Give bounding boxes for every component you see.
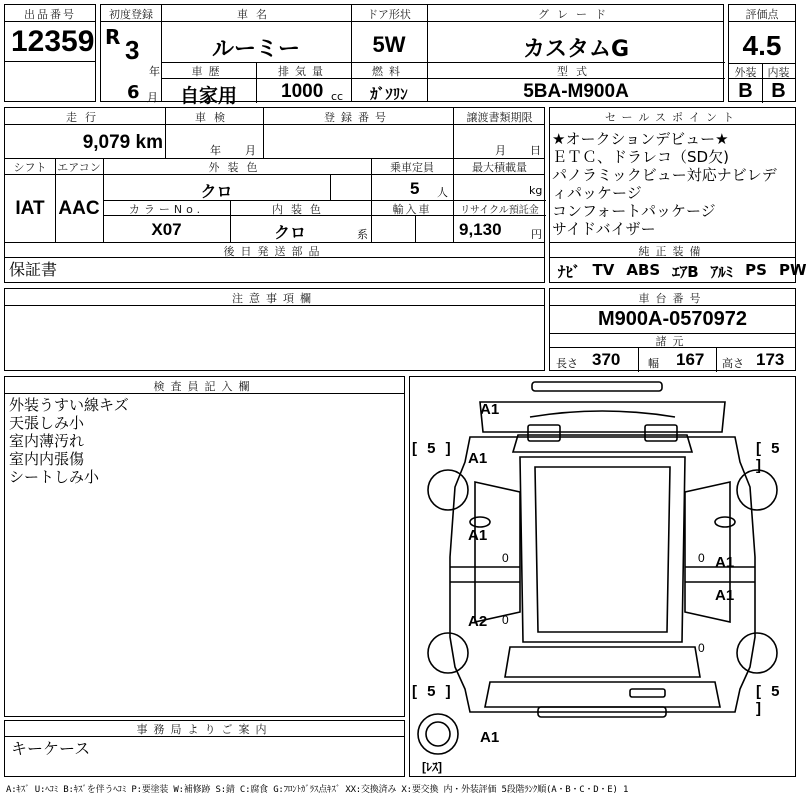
tire-tread-right-rear: [ 5 ] [756,683,783,717]
notes-box [4,288,545,371]
height-label: 高さ [722,357,744,370]
damage-mark-left-rear: A2 [468,613,488,630]
displacement-unit: cc [331,90,344,103]
chassis-label: 車台番号 [638,292,707,305]
office-box [4,720,405,777]
load-unit: kg [529,184,543,197]
shift-label: シフト [13,161,47,174]
damage-diagram-box [409,376,796,777]
grade-label: グレード [538,8,614,21]
year-unit: 年 [149,65,160,78]
fuel-label: 燃料 [372,65,406,78]
chassis-box [549,288,796,371]
damage-mark-right-rear-door: A1 [715,587,735,604]
door-label: ドア形状 [367,8,411,21]
info-table [4,107,545,283]
damage-zero: 0 [502,613,509,627]
inspector-note: 室内薄汚れ [9,432,85,450]
int-color-unit: 系 [357,228,368,241]
reg-no-label: 登録番号 [324,111,392,124]
grade: カスタムG [522,37,630,62]
color-no: X07 [151,220,182,239]
dims-label: 諸元 [655,335,690,348]
exterior-grade: B [738,80,753,102]
equipment-item: PW [778,261,807,279]
shift: IAT [15,198,45,219]
month-unit: 月 [147,91,158,104]
int-color: クロ [273,223,306,242]
equipment-item: ﾅﾋﾞ [558,263,581,281]
fuel: ｶﾞｿﾘﾝ [370,85,408,103]
sales-points-list [552,130,777,238]
capacity-label: 乗車定員 [390,161,434,174]
width: 167 [676,350,705,369]
inspection-month-unit: 月 [245,144,256,157]
ext-color-label: 外装色 [208,161,266,174]
length-label: 長さ [556,357,578,370]
lot-number-box [4,4,96,102]
inspector-label: 検査員記入欄 [153,380,256,393]
chassis-number: M900A-0570972 [598,308,747,330]
int-color-label: 内装色 [272,203,329,216]
transfer-label: 譲渡書類期限 [466,111,533,124]
reg-month: 6 [127,82,140,103]
era: R [105,25,121,49]
recycle: 9,130 [459,220,502,239]
aircon: AAC [58,198,100,219]
office-text: キーケース [11,739,91,758]
damage-mark-front-left: A1 [468,450,488,467]
inspection-year-unit: 年 [210,144,221,157]
displacement-label: 排気量 [278,65,329,78]
lot-number-label: 出品番号 [24,8,76,21]
capacity: 5 [410,179,420,198]
history-label: 車歴 [191,65,226,78]
inspector-note: シートしみ小 [9,468,100,486]
recycle-unit: 円 [531,228,542,241]
tire-tread-right-front: [ 5 ] [756,440,783,474]
damage-mark-rear-bumper: A1 [480,729,500,746]
interior-grade: B [771,80,786,102]
color-no-label: カラーNo. [128,203,205,216]
sales-point-line: ィパッケージ [552,184,642,202]
tire-tread-left-rear: [ 5 ] [412,683,454,700]
equipment-item: TV [592,261,615,279]
sales-point-line: パノラミックビュー対応ナビレデ [552,166,777,184]
interior-label: 内装 [767,66,790,79]
mileage: 9,079 km [82,132,163,153]
sales-point-line: ★オークションデビュー★ [552,130,729,148]
equipment-item: PS [745,261,767,279]
damage-mark-front-bumper: A1 [480,401,500,418]
import-label: 輸入車 [392,203,432,216]
car-name-label: 車名 [237,8,275,21]
model: 5BA-M900A [523,81,629,102]
model-label: 型式 [557,65,595,78]
sales-point-line: サイドバイザー [552,220,656,238]
inspector-note: 天張しみ小 [9,414,85,432]
door-type: 5W [372,32,406,57]
capacity-unit: 人 [437,186,448,199]
later-parts: 保証書 [9,260,58,279]
equipment-item: ABS [626,261,661,279]
first-reg-label: 初度登録 [109,8,153,21]
legend: A:ｷｽﾞ U:ﾍｺﾐ B:ｷｽﾞを伴うﾍｺﾐ P:要塗装 W:補修跡 S:錆 C:腐食 G:ﾌﾛﾝﾄｶﾞﾗｽ点ｷｽﾞ XX:交換済み X:要交換 内・外装評価 5段階ﾗﾝｸ順(A・B・C・D・E) 1 [6,785,629,795]
sales-points-label: セールスポイント [604,111,740,124]
aircon-label: エアコン [57,161,101,174]
equipment-item: ｱﾙﾐ [710,263,734,281]
damage-mark-right-front-door: A1 [715,554,735,571]
load-label: 最大積載量 [472,161,527,174]
spare-tire-label: [ﾚｽ] [422,760,442,774]
equipment-label: 純正装備 [638,245,707,258]
displacement: 1000 [281,81,324,102]
tire-tread-left-front: [ 5 ] [412,440,454,457]
lot-number: 12359 [11,25,95,58]
transfer-month-unit: 月 [495,144,506,157]
inspector-notes [9,396,129,486]
vehicle-header-box [100,4,724,107]
score: 4.5 [742,30,782,61]
exterior-label: 外装 [734,66,757,79]
car-name: ルーミー [211,37,300,62]
length: 370 [592,350,621,369]
damage-mark-left-front-door: A1 [468,527,488,544]
inspection-label: 車検 [195,111,233,124]
mileage-label: 走行 [66,111,104,124]
equipment-list [558,261,807,282]
sales-point-line: コンフォートパッケージ [552,202,716,220]
damage-zero: 0 [698,641,705,655]
ext-color: クロ [200,182,233,201]
later-parts-label: 後日発送部品 [223,245,326,258]
reg-year: 3 [125,35,140,65]
damage-zero: 0 [698,551,705,565]
inspector-note: 外装うすい線キズ [9,396,129,414]
office-label: 事務局よりご案内 [136,723,273,736]
recycle-label: リサイクル預託金 [460,205,539,216]
inspector-note: 室内内張傷 [9,450,85,468]
notes-label: 注意事項欄 [232,292,317,305]
history: 自家用 [179,85,237,107]
score-label: 評価点 [745,8,779,21]
transfer-day-unit: 日 [530,144,541,157]
damage-zero: 0 [502,551,509,565]
inspector-box [4,376,405,717]
car-outline-diagram [410,377,795,776]
equipment-item: ｴｱB [672,263,699,281]
width-label: 幅 [648,357,659,370]
sales-point-line: ＥＴＣ、ドラレコ（SD欠) [552,148,729,166]
height: 173 [756,350,785,369]
sales-points-box [549,107,807,283]
score-box [728,4,796,102]
